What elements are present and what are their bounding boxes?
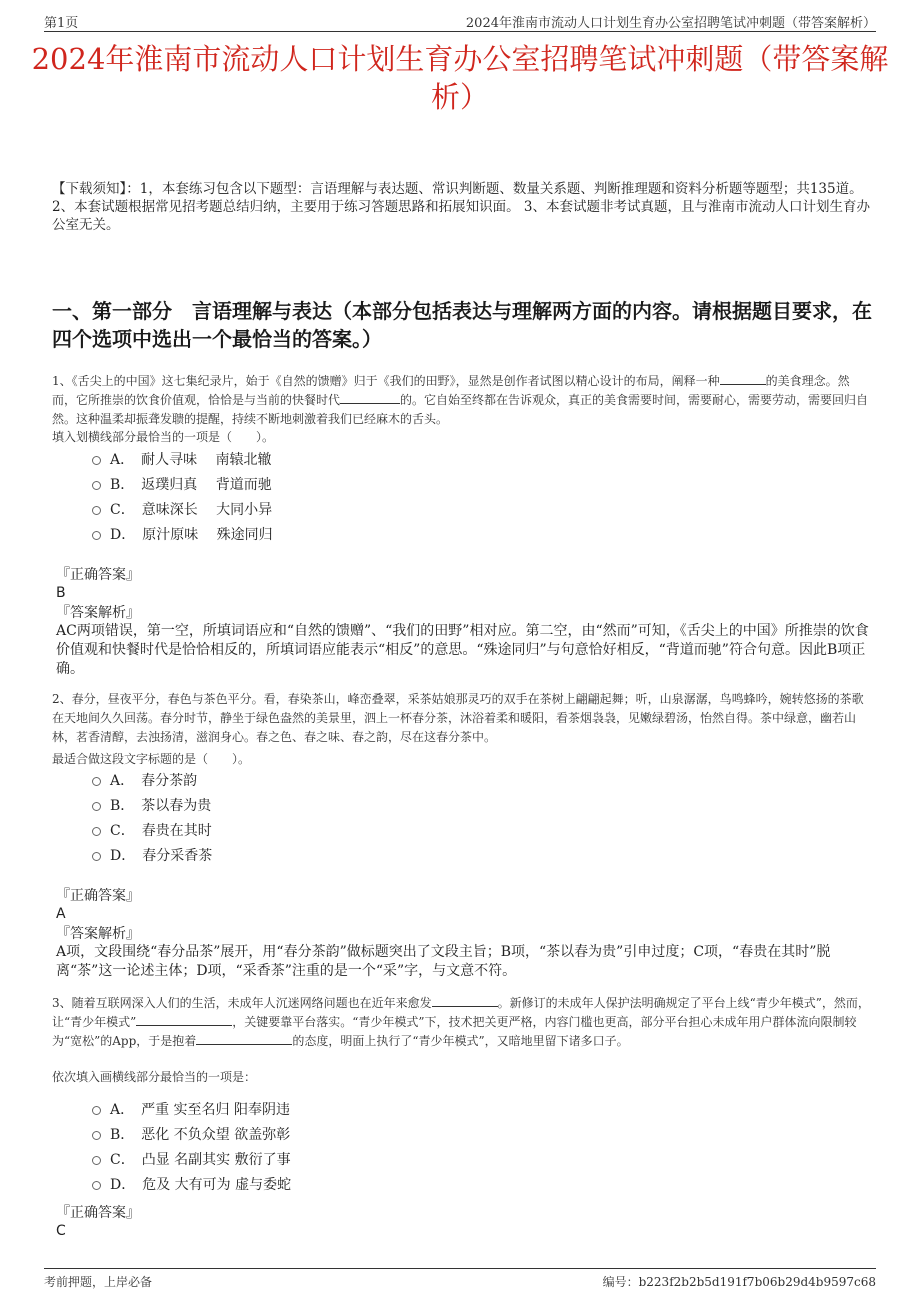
fill-blank (340, 391, 400, 404)
q1-analysis: AC两项错误，第一空，所填词语应和“自然的馈赠”、“我们的田野”相对应。第二空，由“然而”可知，《舌尖上的中国》所推崇的饮食价值观和快餐时代是恰恰相反的，所填词语应能表示“相反”的意思。“殊途同归”与句意恰好相反，“背道而驰”符合句意。因此B项正确。 (56, 623, 869, 677)
q2-option-a[interactable]: A． 春分茶韵 (92, 771, 197, 791)
document-title: 2024年淮南市流动人口计划生育办公室招聘笔试冲刺题（带答案解析） (31, 42, 889, 114)
question-3-prompt: 依次填入画横线部分最恰当的一项是： (52, 1070, 257, 1084)
radio-icon[interactable] (92, 802, 101, 811)
footer-divider (44, 1268, 876, 1269)
q2-analysis: A项，文段围绕“春分品茶”展开，用“春分茶韵”做标题突出了文段主旨；B项，“茶以春为贵”引申过度；C项，“春贵在其时”脱离“茶”这一论述主体；D项，“采香茶”注重的是一个“采”字，与文意不符。 (56, 944, 831, 979)
q3-option-a[interactable]: A． 严重 实至名归 阳奉阴违 (92, 1100, 290, 1120)
fill-blank (432, 994, 498, 1007)
q3-option-c[interactable]: C． 凸显 名副其实 敷衍了事 (92, 1150, 291, 1170)
question-2-text: 2、春分，昼夜平分，春色与茶色平分。看，春染茶山，峰峦叠翠，采茶姑娘那灵巧的双手在茶树上翩翩起舞；听，山泉潺潺，鸟鸣蜂吟，婉转悠扬的茶歌在天地间久久回荡。春分时节，静坐于绿色盎然的美景里，泗上一杯春分茶，沐浴着柔和暖阳，看茶烟袅袅，见嫩绿碧汤，怡然自得。茶中绿意，幽若山林，茗香清醇，去浊扬清，滋润身心。春之色、春之味、春之韵，尽在这春分茶中。 (52, 692, 864, 744)
q1-option-c[interactable]: C． 意味深长 大同小异 (92, 500, 272, 520)
radio-icon[interactable] (92, 1181, 101, 1190)
q3-answer: C (56, 1223, 66, 1239)
q1-option-d[interactable]: D． 原汁原味 殊途同归 (92, 525, 273, 545)
download-notice: 【下载须知】：1，本套练习包含以下题型：言语理解与表达题、常识判断题、数量关系题、判断推理题和资料分析题等题型；共135道。 2、本套试题根据常见招考题总结归纳，主要用于练习答题思路和拓展知识面。 3、本套试题非考试真题，且与淮南市流动人口计划生育办公室无关。 (52, 181, 870, 233)
radio-icon[interactable] (92, 827, 101, 836)
q1-option-b[interactable]: B． 返璞归真 背道而驰 (92, 475, 272, 495)
radio-icon[interactable] (92, 456, 101, 465)
fill-blank (196, 1032, 292, 1045)
question-1-text: 1、《舌尖上的中国》这七集纪录片，始于《自然的馈赠》归于《我们的田野》，显然是创作者试图以精心设计的布局，阐释一种 的美食理念。然而，它所推崇的饮食价值观，恰恰是与当前的快餐时代 的。它自始至终都在告诉观众，真正的美食需要时间，需要耐心，需要劳动，需要回归自然。这种温柔却振聋发聩的提醒，持续不断地刺激着我们已经麻木的舌头。 (52, 374, 869, 426)
page-header-title: 2024年淮南市流动人口计划生育办公室招聘笔试冲刺题（带答案解析） (465, 16, 876, 31)
page-header-left: 第1页 (44, 16, 79, 31)
q3-option-d[interactable]: D． 危及 大有可为 虚与委蛇 (92, 1175, 291, 1195)
radio-icon[interactable] (92, 1131, 101, 1140)
section-title: 一、第一部分 言语理解与表达（本部分包括表达与理解两方面的内容。请根据题目要求，在四个选项中选出一个最恰当的答案。） (52, 299, 872, 351)
q2-option-c[interactable]: C． 春贵在其时 (92, 821, 212, 841)
q3-answer-label: 『正确答案』 (56, 1205, 140, 1221)
radio-icon[interactable] (92, 481, 101, 490)
q2-answer: A (56, 906, 66, 922)
q2-option-d[interactable]: D． 春分采香茶 (92, 846, 212, 866)
q1-answer: B (56, 585, 66, 601)
q2-answer-label: 『正确答案』 (56, 888, 140, 904)
footer-doc-id: 编号：b223f2b2b5d191f7b06b29d4b9597c68 (602, 1275, 876, 1289)
q1-analysis-label: 『答案解析』 (56, 605, 140, 621)
radio-icon[interactable] (92, 1106, 101, 1115)
fill-blank (720, 372, 766, 385)
q3-option-b[interactable]: B． 恶化 不负众望 欲盖弥彰 (92, 1125, 290, 1145)
fill-blank (136, 1013, 232, 1026)
question-2-prompt: 最适合做这段文字标题的是（ ）。 (52, 752, 251, 766)
radio-icon[interactable] (92, 852, 101, 861)
q2-analysis-label: 『答案解析』 (56, 926, 140, 942)
radio-icon[interactable] (92, 777, 101, 786)
q1-answer-label: 『正确答案』 (56, 567, 140, 583)
q2-option-b[interactable]: B． 茶以春为贵 (92, 796, 211, 816)
radio-icon[interactable] (92, 506, 101, 515)
q1-option-a[interactable]: A． 耐人寻味 南辕北辙 (92, 450, 272, 470)
radio-icon[interactable] (92, 1156, 101, 1165)
header-divider (44, 31, 876, 32)
radio-icon[interactable] (92, 531, 101, 540)
question-1-prompt: 填入划横线部分最恰当的一项是（ ）。 (52, 430, 275, 444)
footer-slogan: 考前押题，上岸必备 (44, 1275, 153, 1289)
question-3-text: 3、随着互联网深入人们的生活，未成年人沉迷网络问题也在近年来愈发 。新修订的未成年人保护法明确规定了平台上线“青少年模式”，然而，让“青少年模式” ，关键要靠平台落实。“青少年模式”下，技术把关更严格，内容门槛也更高，部分平台担心未成年用户群体流向限制较为“宽松”的App，于是抱着 的态度，明面上执行了“青少年模式”，又暗地里留下诸多口子。 (52, 996, 870, 1048)
